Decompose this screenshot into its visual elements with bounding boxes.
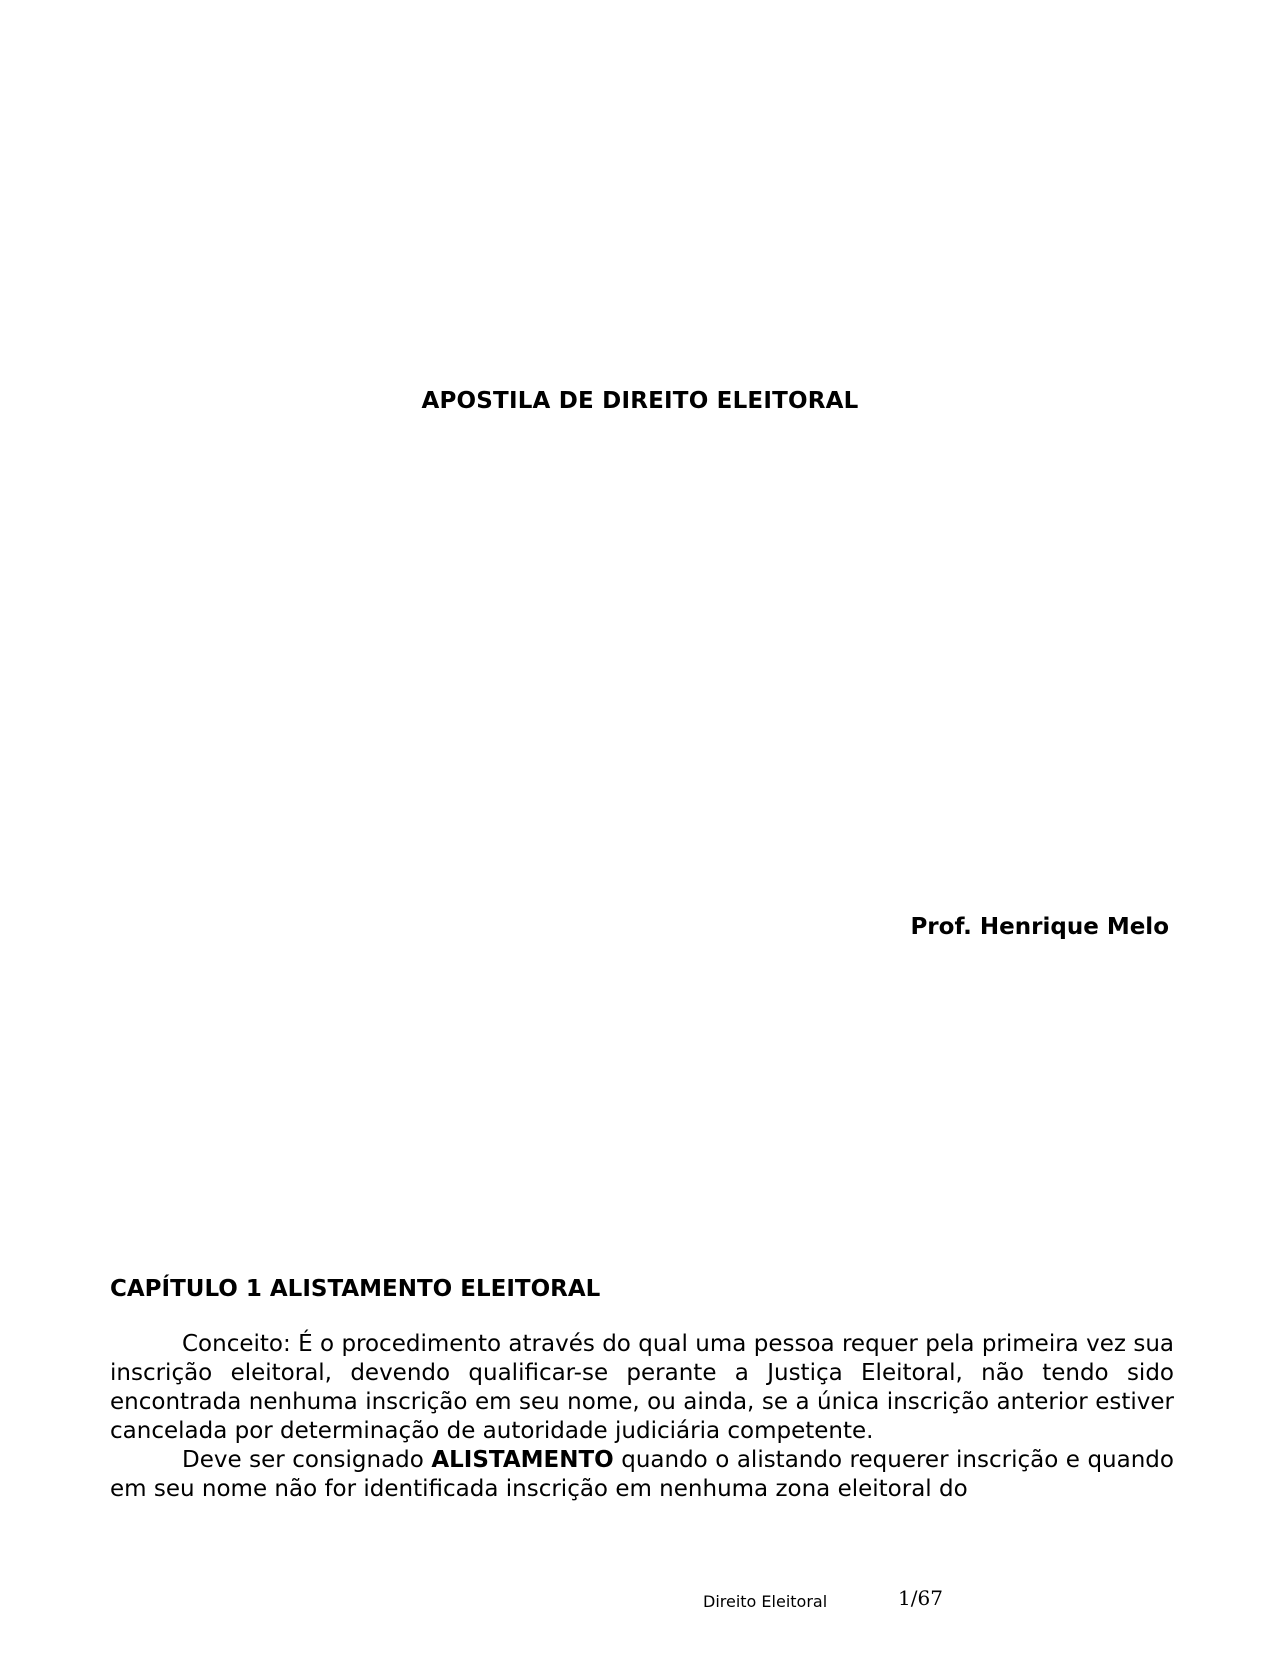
page-number: 1/67 (898, 1586, 943, 1610)
paragraph-concept: Conceito: É o procedimento através do qual uma pessoa requer pela primeira vez sua inscrição eleitoral, devendo qualificar-se perante a Justiça Eleitoral, não tendo sido encontrada nenhuma inscrição em seu nome, ou ainda, se a única inscrição anterior estiver cancelada por determinação de autoridade judiciária competente. (110, 1331, 1174, 1444)
footer-label: Direito Eleitoral (703, 1592, 828, 1611)
bold-term-alistamento: ALISTAMENTO (431, 1447, 614, 1473)
author-name: Prof. Henrique Melo (910, 914, 1169, 940)
document-title: APOSTILA DE DIREITO ELEITORAL (421, 388, 859, 414)
paragraph-alistamento (110, 1446, 1174, 1504)
chapter-body (110, 1330, 1174, 1504)
paragraph-text-end: quando o alistando requerer inscrição e quando em seu nome não for identificada inscrição em nenhuma zona eleitoral do (110, 1447, 1174, 1502)
chapter-heading: CAPÍTULO 1 ALISTAMENTO ELEITORAL (110, 1276, 601, 1302)
paragraph-text-start: Deve ser consignado (182, 1447, 432, 1473)
